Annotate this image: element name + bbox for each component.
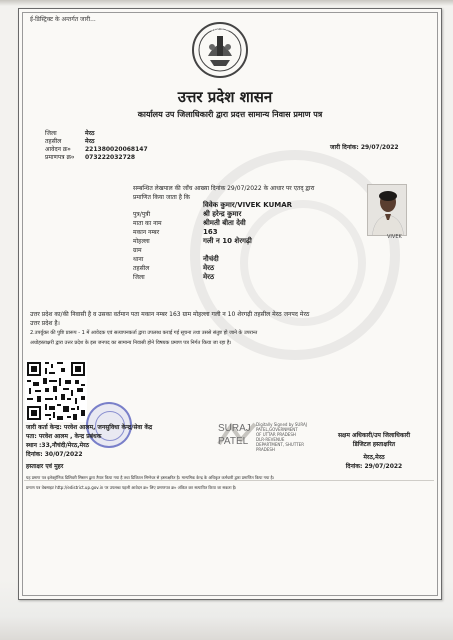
residence-statement: उत्तर प्रदेश का/की निवासी है व उसका वर्तमान पता मकान नम्बर 163 ग्राम मोहल्ला गली न 10 शेरगढ़ी तहसील मेरठ जनपद मेरठ [30,311,310,318]
page-subtitle: कार्यालय उप जिलाधिकारी द्वारा प्रदत्त सामान्य निवास प्रमाण पत्र [137,110,323,119]
meta-label: तहसील [45,138,62,145]
signature-detail: DLR-REVENUE [256,437,285,442]
meta-label: जिला [45,130,57,137]
field-row [133,264,363,273]
field-label: माता का नाम [133,219,162,227]
meta-row [45,146,195,154]
meta-value: 073222032728 [85,154,136,161]
field-value: 163 [203,228,218,236]
meta-block [45,130,195,162]
meta-value: मेरठ [85,130,95,137]
verification-statement-end: अधोहस्ताक्षरी द्वारा उत्तर प्रदेश के इस जनपद का सामान्य निवासी होने विषयक प्रमाण पत्र निर्गत किया जा रहा है। [30,340,232,346]
intro-line-1: सम्बन्धित लेखपाल की जाँच आख्या दिनांक 29/07/2022 के आधार पर एतद् द्वारा [133,185,315,192]
field-label: पुत्र/पुत्री [133,210,151,218]
issuing-center: जारी कर्ता केन्द्र: परवेश आलम, जनसुविधा केन्द्र/सेवा केंद्र [26,424,153,431]
field-value: मेरठ [203,264,215,272]
signature-detail: PRADESH [256,447,275,452]
authority-signed: डिजिटल हस्ताक्षरित [352,441,396,448]
field-value: श्रीमती बीता देवी [203,219,246,227]
verification-statement: 2.उपर्युक्त की पुष्टि प्रारूप - 1 में आवेदक एवं सत्यापनकर्ता द्वारा उपलब्ध कराई गई सूचना तथा उससे संतुष्ट हो जाने के उपरान्त [30,330,258,336]
footer-note-1: यह प्रमाण पत्र इलेक्ट्रॉनिक डिलिवरी सिस्टम द्वारा तैयार किया गया है तथा डिजिटल सिग्नेचर से हस्ताक्षरित है। मान्यमिक केन्द्र के अधिकृत कर्मचारी द्वारा प्रमाणित किया गया है। [26,475,275,480]
field-label: ग्राम [133,246,142,254]
residence-statement-end: उत्तर प्रदेश है। [30,320,60,327]
field-row [133,201,363,210]
issue-date: जारी दिनांक: 29/07/2022 [330,144,399,151]
center-address: पता: परवेश आलम , केन्द्र प्रबंधक [26,433,102,440]
field-row [133,210,363,219]
resident-name: विवेक कुमार/VIVEK KUMAR [203,201,293,209]
field-row [133,219,363,228]
scan-shadow [0,0,453,6]
meta-label: प्रमाणपत्र क्र० [45,154,75,161]
field-label: थाना [133,255,144,263]
field-row [133,273,363,282]
field-row [133,246,363,255]
footer-divider [24,480,434,481]
intro-line-2: प्रमाणित किया जाता है कि [133,194,191,201]
authority-date: दिनांक: 29/07/2022 [345,463,403,470]
schedule-note: ई-डिस्ट्रिक्ट के अन्तर्गत जारी... [30,16,96,23]
authority-title: सक्षम अधिकारी/उप जिलाधिकारी [337,432,411,439]
meta-value: 221380020068147 [85,146,148,153]
meta-row [45,138,195,146]
center-date: दिनांक: 30/07/2022 [26,451,83,458]
signature-seal-label: हस्ताक्षर एवं मुहर [26,463,64,470]
field-label: जिला [133,273,145,281]
field-value: श्री हरेन्द्र कुमार [203,210,242,218]
emblem-label: उत्तर प्रदेश [210,27,230,33]
page-title: उत्तर प्रदेश शासन [177,88,273,106]
field-value: नौचंदी [203,255,219,263]
field-label: मोहल्ला [133,237,150,245]
photo-caption: VIVEK [387,234,402,240]
meta-value: मेरठ [85,138,95,145]
resident-details [133,201,363,282]
signature-details [256,422,316,452]
authority-location: मेरठ,मेरठ [363,454,385,461]
signature-detail: Digitally Signed by SURAJ [256,422,307,427]
field-label: मकान नम्बर [133,228,160,236]
meta-label: आवेदन क्र० [45,146,71,153]
meta-row [45,154,195,162]
field-value: मेरठ [203,273,215,281]
footer-note-2: प्रमाण पत्र वेबसाइट http://edistrict.up.gov.in पर उपलब्ध पहली आवेदन क्र० लिए प्रमाणपत्र क्र० अंकित कर सत्यापित किया जा सकता है। [26,485,237,490]
signature-detail: PATEL,GOVERNMENT [256,427,298,432]
person-photo-icon [368,185,407,236]
applicant-photo [367,184,407,236]
signer-name-first: SURAJ [218,423,251,434]
signer-name-last: PATEL [218,436,249,447]
field-label: तहसील [133,264,150,272]
meta-row [45,130,195,138]
field-row [133,255,363,264]
field-row [133,237,363,246]
field-value: गली न 10 शेरगढ़ी [203,237,252,245]
center-location: स्थान :33,नौचंदी/मेरठ,मेरठ [26,442,90,449]
qr-code-icon [25,360,87,422]
signature-detail: DEPARTMENT, SHUTTER [256,442,304,447]
field-row [133,228,363,237]
signature-detail: OF UTTAR PRADESH [256,432,296,437]
